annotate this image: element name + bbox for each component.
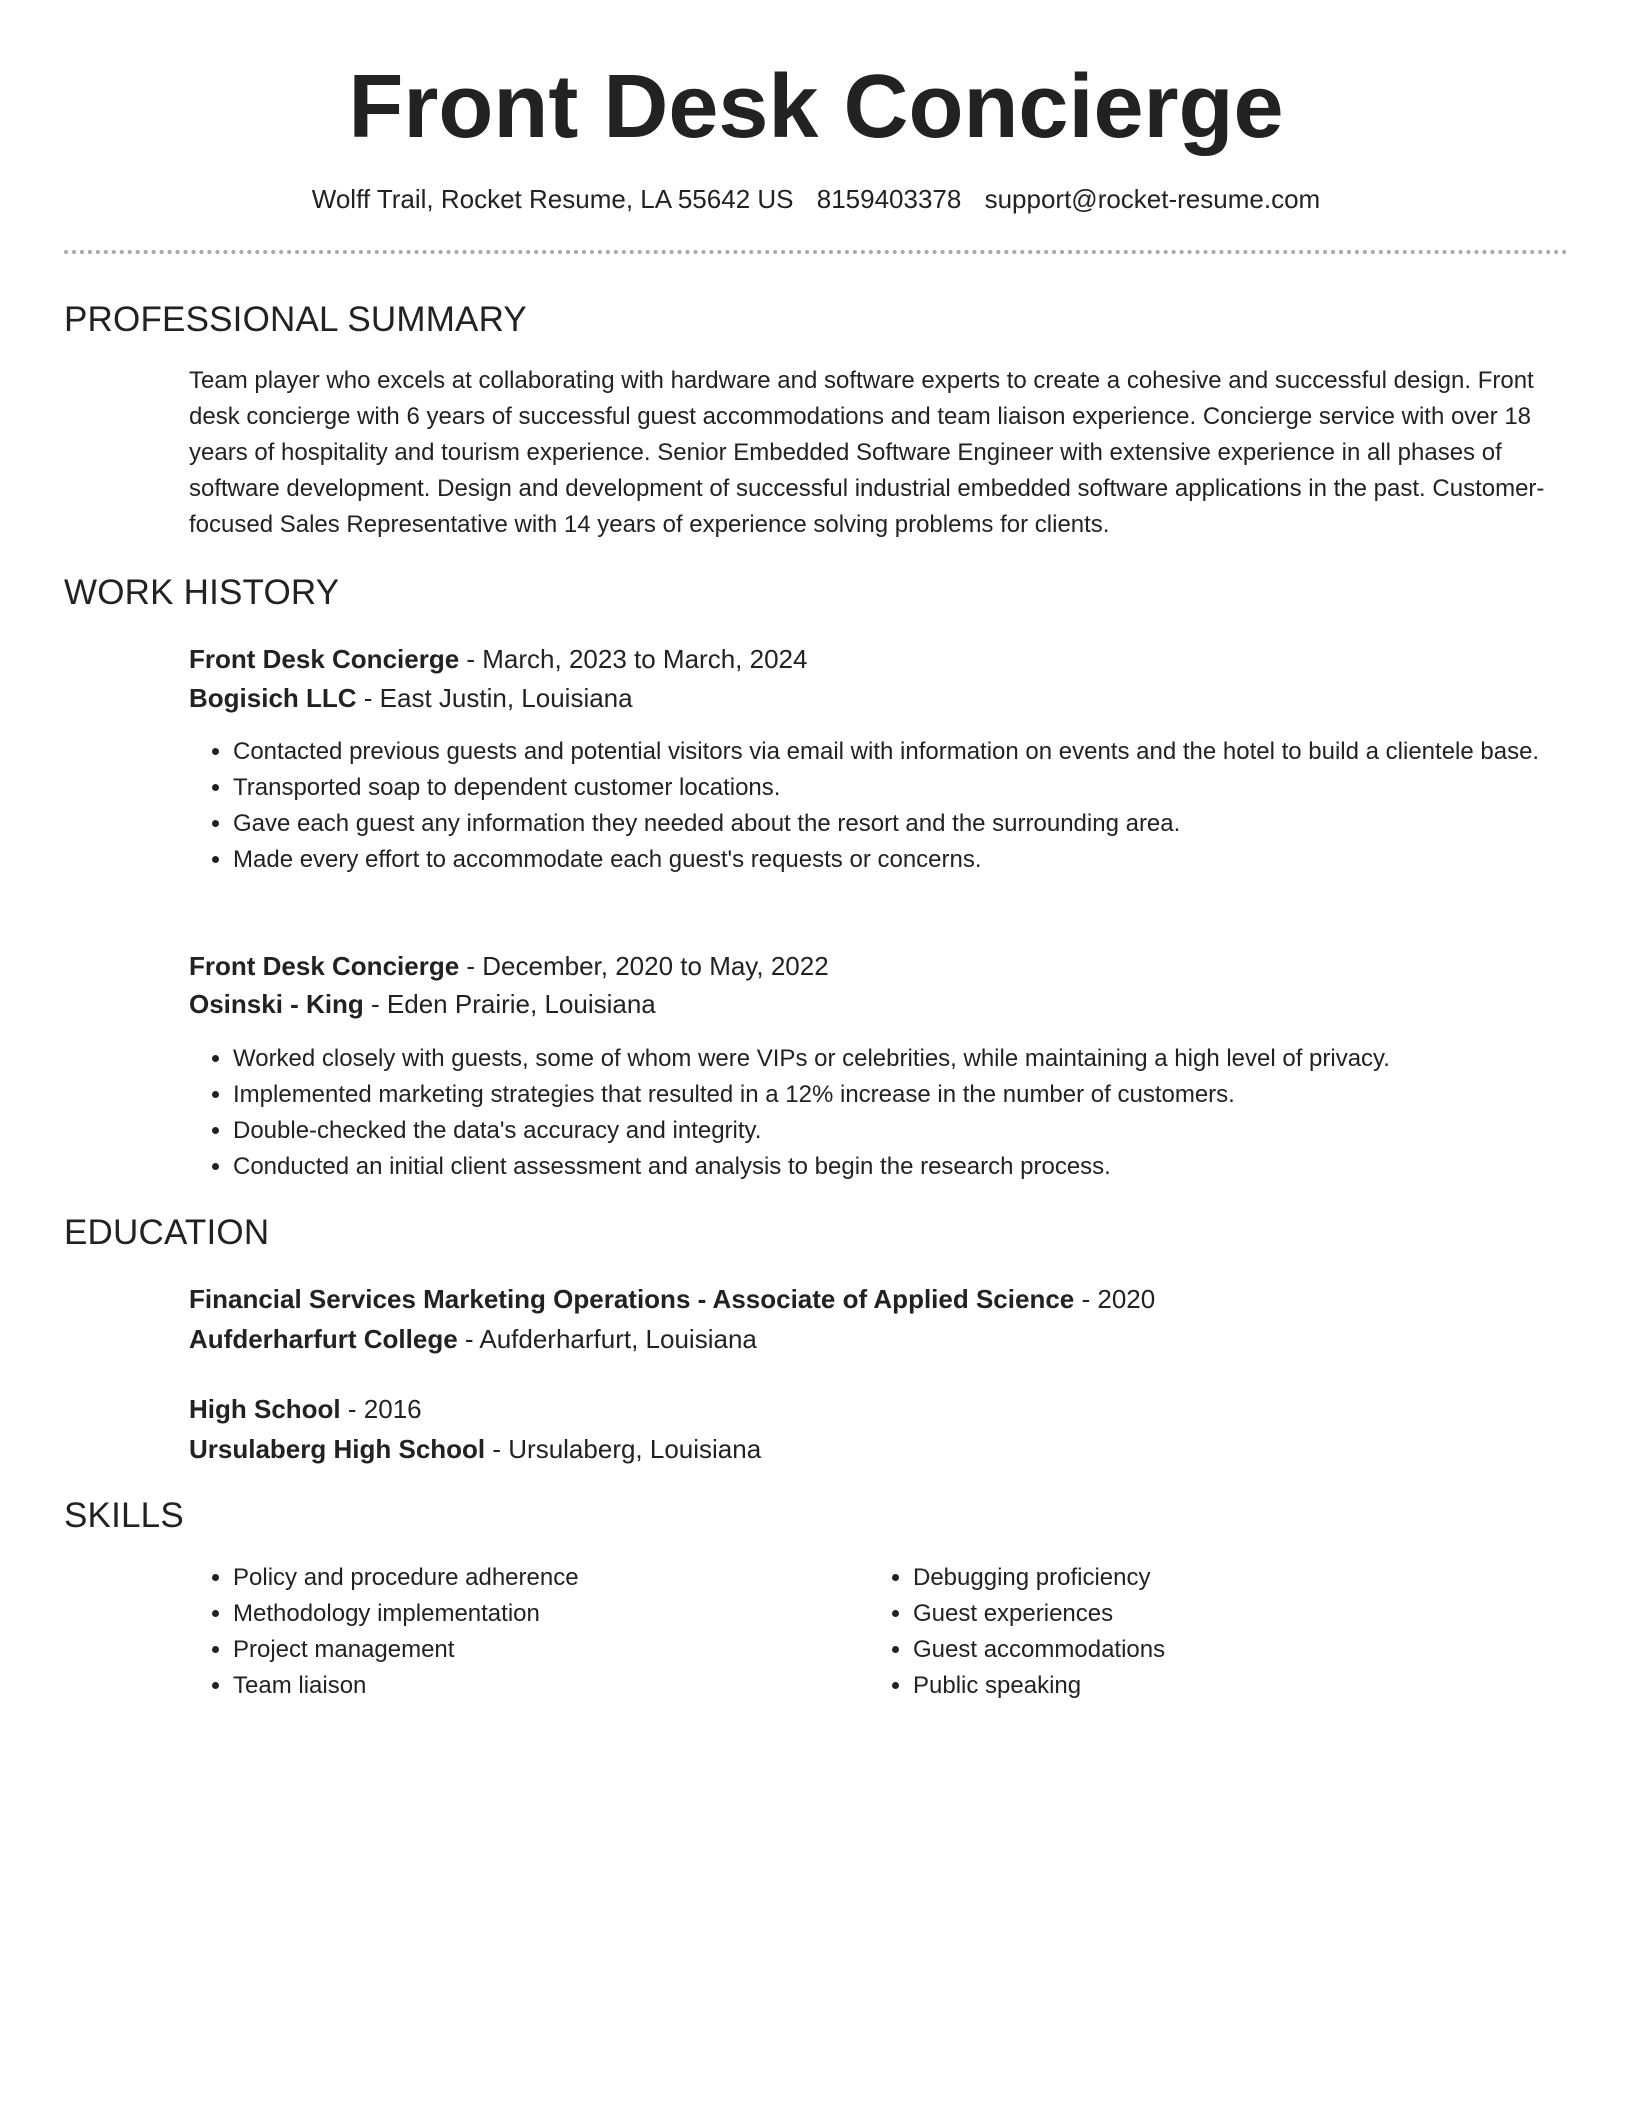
education-heading: EDUCATION (64, 1213, 270, 1252)
list-item: • Worked closely with guests, some of whom were VIPs or celebrities, while maintaining a high level of privacy. (233, 1041, 1573, 1077)
header-divider (64, 250, 1568, 254)
education-1-school: Aufderharfurt College (189, 1324, 458, 1354)
education-2-degree: High School (189, 1394, 341, 1424)
summary-heading: PROFESSIONAL SUMMARY (64, 300, 527, 339)
list-item: • Contacted previous guests and potential visitors via email with information on events and the hotel to build a clientele base. (233, 734, 1573, 770)
work-history-heading: WORK HISTORY (64, 573, 340, 612)
job-1-role: Front Desk Concierge (189, 644, 460, 674)
job-1-location: - East Justin, Louisiana (356, 683, 633, 713)
summary-text: Team player who excels at collaborating with hardware and software experts to create a cohesive and successful design. Front desk concierge with 6 years of successful guest accommodations and team liaison experience. Concierge service with over 18 years of hospitality and tourism experience. Senior Embedded Software Engineer with extensive experience in all phases of software development. Design and development of successful industrial embedded software applications in the past. Customer-focused Sales Representative with 14 years of experience solving problems for clients. (189, 367, 1545, 538)
list-item: • Debugging proficiency (913, 1560, 1513, 1596)
job-2-bullets (189, 1041, 1573, 1185)
list-item: • Implemented marketing strategies that resulted in a 12% increase in the number of customers. (233, 1077, 1573, 1113)
education-1-degree-line (189, 1280, 1569, 1318)
job-1-title-line (189, 640, 1569, 678)
education-1-degree: Financial Services Marketing Operations - Associate of Applied Science (189, 1284, 1075, 1314)
contact-phone: 8159403378 (816, 184, 962, 214)
job-2-dates: - December, 2020 to May, 2022 (459, 951, 829, 981)
education-1-year: - 2020 (1074, 1284, 1156, 1314)
skills-heading: SKILLS (64, 1496, 184, 1535)
list-item: • Gave each guest any information they needed about the resort and the surrounding area. (233, 806, 1573, 842)
job-2-company: Osinski - King (189, 989, 364, 1019)
list-item: • Team liaison (233, 1668, 833, 1704)
contact-email: support@rocket-resume.com (984, 184, 1321, 214)
list-item: • Methodology implementation (233, 1596, 833, 1632)
education-2-degree-line (189, 1390, 1569, 1428)
education-2-school: Ursulaberg High School (189, 1434, 486, 1464)
education-2-location: - Ursulaberg, Louisiana (485, 1434, 762, 1464)
job-2-role: Front Desk Concierge (189, 951, 460, 981)
list-item: • Transported soap to dependent customer locations. (233, 770, 1573, 806)
job-2-location: - Eden Prairie, Louisiana (363, 989, 656, 1019)
contact-line (0, 182, 1632, 216)
skills-left-column (189, 1560, 833, 1704)
contact-address: Wolff Trail, Rocket Resume, LA 55642 US (311, 184, 794, 214)
job-2-company-line (189, 985, 1569, 1023)
job-1-company: Bogisich LLC (189, 683, 357, 713)
list-item: • Made every effort to accommodate each guest's requests or concerns. (233, 842, 1573, 878)
list-item: • Project management (233, 1632, 833, 1668)
list-item: • Double-checked the data's accuracy and integrity. (233, 1113, 1573, 1149)
list-item: • Conducted an initial client assessment and analysis to begin the research process. (233, 1149, 1573, 1185)
job-1-dates: - March, 2023 to March, 2024 (459, 644, 808, 674)
education-2-school-line (189, 1430, 1569, 1468)
list-item: • Guest accommodations (913, 1632, 1513, 1668)
list-item: • Policy and procedure adherence (233, 1560, 833, 1596)
skills-right-column (869, 1560, 1513, 1704)
education-1-location: - Aufderharfurt, Louisiana (457, 1324, 757, 1354)
education-1-school-line (189, 1320, 1569, 1358)
job-1-company-line (189, 679, 1569, 717)
candidate-name: Front Desk Concierge (348, 57, 1284, 157)
job-2-title-line (189, 947, 1569, 985)
job-1-bullets (189, 734, 1573, 878)
list-item: • Public speaking (913, 1668, 1513, 1704)
education-2-year: - 2016 (340, 1394, 422, 1424)
list-item: • Guest experiences (913, 1596, 1513, 1632)
